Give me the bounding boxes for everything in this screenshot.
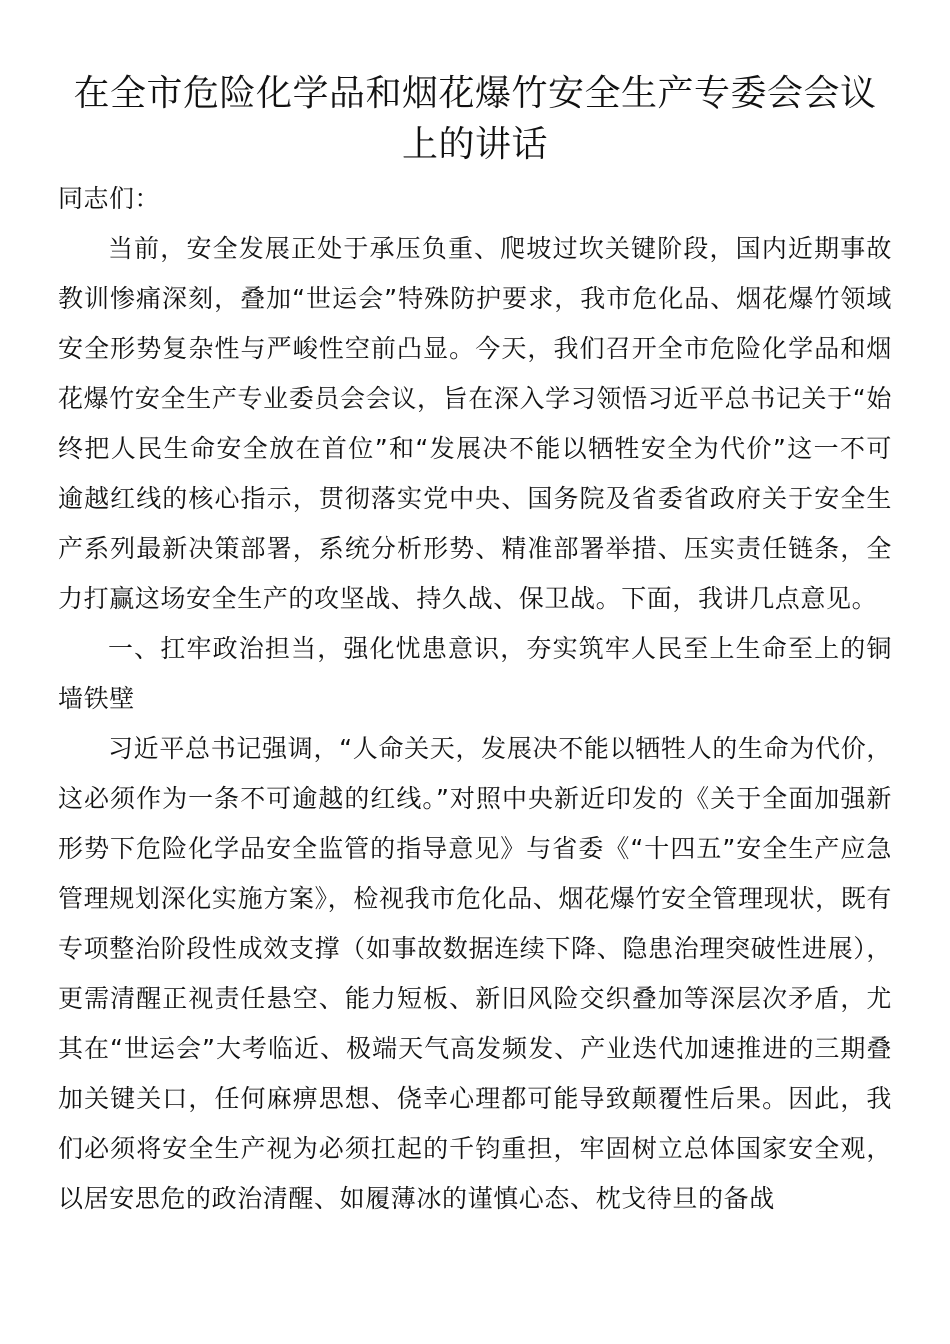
document-title: 在全市危险化学品和烟花爆竹安全生产专委会会议上的讲话 xyxy=(73,73,877,165)
section-1-body: 习近平总书记强调，“人命关天，发展决不能以牺牲人的生命为代价，这必须作为一条不可逾越的红线。”对照中央新近印发的《关于全面加强新形势下危险化学品安全监管的指导意见》与省委《“十四五”安全生产应急管理规划深化实施方案》，检视我市危化品、烟花爆竹安全管理现状，既有专项整治阶段性成效支撑（如事故数据连续下降、隐患治理突破性进展），更需清醒正视责任悬空、能力短板、新旧风险交织叠加等深层次矛盾，尤其在“世运会”大考临近、极端天气高发频发、产业迭代加速推进的三期叠加关键关口，任何麻痹思想、侥幸心理都可能导致颠覆性后果。因此，我们必须将安全生产视为必须扛起的千钧重担，牢固树立总体国家安全观，以居安思危的政治清醒、如履薄冰的谨慎心态、枕戈待旦的备战 xyxy=(58,734,892,1213)
intro-paragraph: 当前，安全发展正处于承压负重、爬坡过坎关键阶段，国内近期事故教训惨痛深刻，叠加“世运会”特殊防护要求，我市危化品、烟花爆竹领域安全形势复杂性与严峻性空前凸显。今天，我们召开全市危险化学品和烟花爆竹安全生产专业委员会会议，旨在深入学习领悟习近平总书记关于“始终把人民生命安全放在首位”和“发展决不能以牺牲安全为代价”这一不可逾越红线的核心指示，贯彻落实党中央、国务院及省委省政府关于安全生产系列最新决策部署，系统分析形势、精准部署举措、压实责任链条，全力打赢这场安全生产的攻坚战、持久战、保卫战。下面，我讲几点意见。 xyxy=(58,234,892,613)
document-page xyxy=(58,68,892,1224)
salutation: 同志们： xyxy=(58,184,161,213)
section-1-heading: 一、扛牢政治担当，强化忧患意识，夯实筑牢人民至上生命至上的铜墙铁壁 xyxy=(58,634,892,713)
